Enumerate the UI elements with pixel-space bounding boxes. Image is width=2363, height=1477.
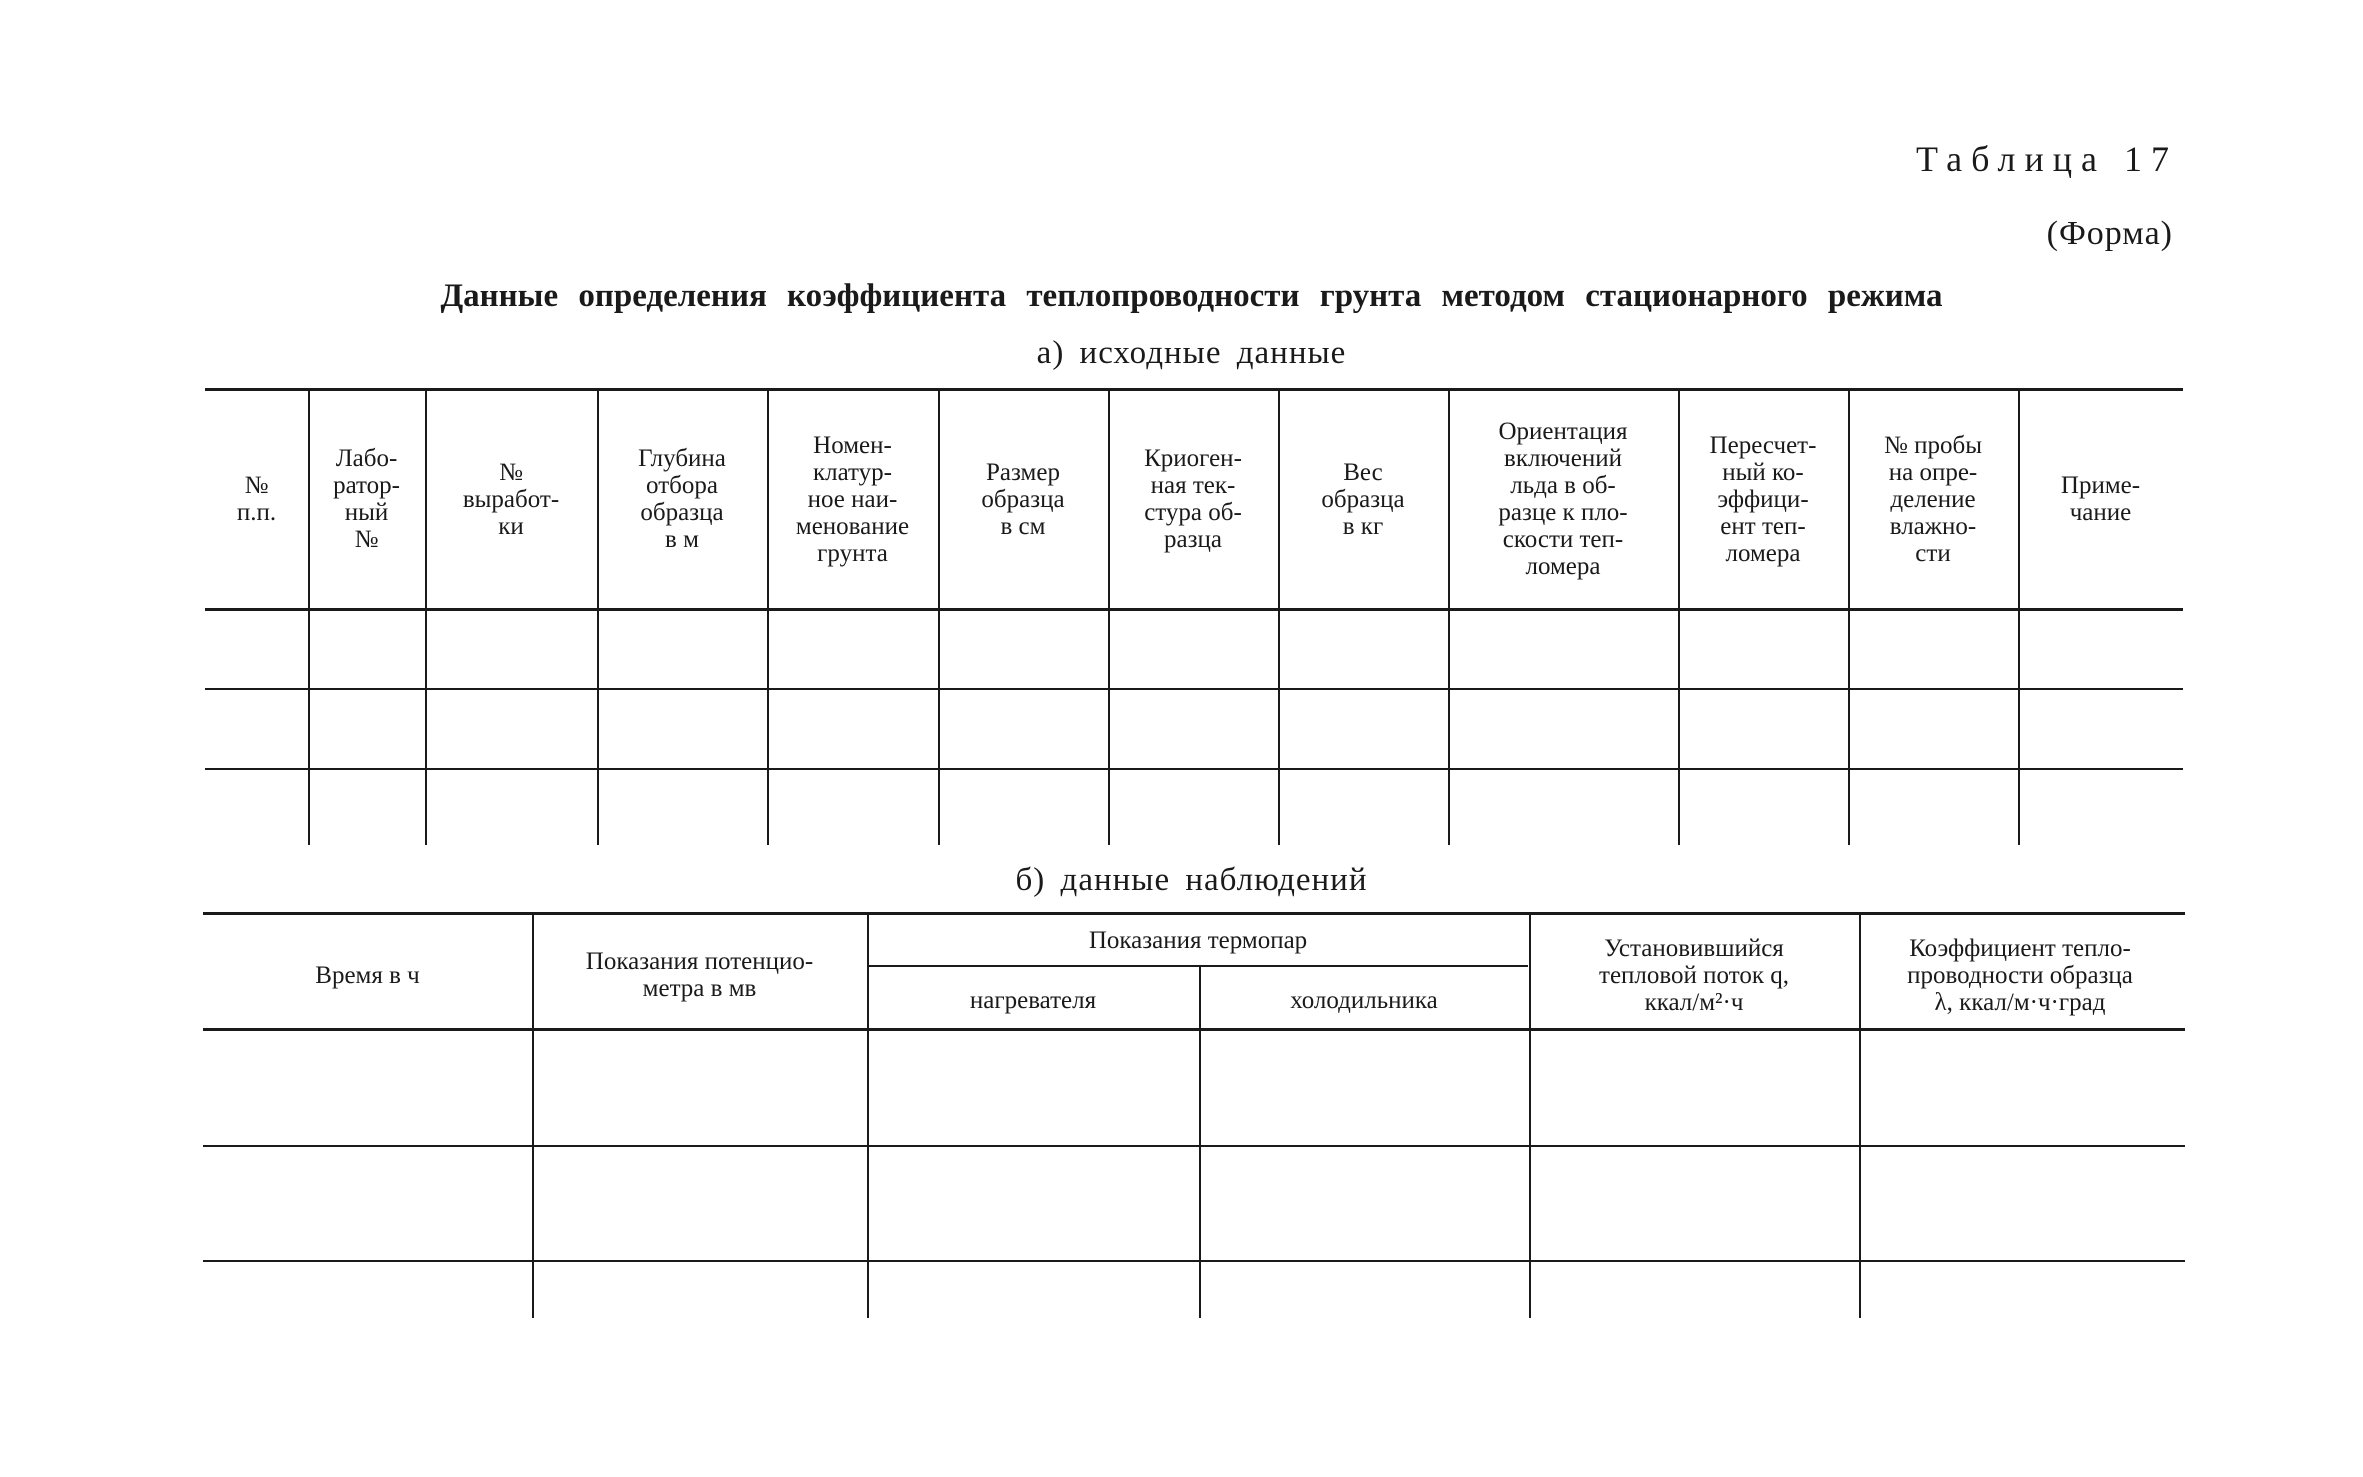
- table-b-row-rule: [203, 1145, 2185, 1147]
- table-a-header-rule: [205, 608, 2183, 611]
- table-b-column-divider: [1859, 912, 1861, 1318]
- table-a-row-rule: [205, 768, 2183, 770]
- column-header-time: Время в ч: [315, 961, 420, 989]
- table-a-column-header: Криоген- ная тек- стура об- разца: [1144, 445, 1242, 553]
- table-b-column-divider: [1529, 912, 1531, 1318]
- table-b-header-rule: [203, 1028, 2185, 1031]
- table-b-top-rule: [203, 912, 2185, 915]
- table-b-column-divider: [1199, 965, 1201, 1318]
- table-b-group-rule: [868, 965, 1528, 967]
- table-a-top-rule: [205, 388, 2183, 391]
- column-header-heat-flow: Установившийся тепловой поток q, ккал/м²·ч: [1599, 934, 1789, 1016]
- section-b-title: б) данные наблюдений: [1015, 862, 1368, 898]
- table-a-column-header: Номен- клатур- ное наи- менование грунта: [795, 431, 910, 567]
- document-title: Данные определения коэффициента теплопроводности грунта методом стационарного режима: [440, 278, 1943, 314]
- table-a-column-header: № выработ- ки: [462, 458, 560, 540]
- table-number: Таблица 17: [1916, 139, 2178, 179]
- table-a-column-header: Вес образца в кг: [1321, 458, 1405, 540]
- table-a-column-header: № пробы на опре- деление влажно- сти: [1884, 431, 1982, 567]
- table-b-row-rule: [203, 1260, 2185, 1262]
- table-b-column-divider: [532, 912, 534, 1318]
- table-a-row-rule: [205, 688, 2183, 690]
- column-header-cooler: холодильника: [1290, 986, 1438, 1014]
- column-header-conductivity: Коэффициент тепло- проводности образца λ, ккал/м·ч·град: [1907, 934, 2133, 1016]
- table-a-column-header: № п.п.: [236, 472, 277, 526]
- table-b-column-divider: [867, 912, 869, 1318]
- section-a-title: а) исходные данные: [1036, 335, 1347, 371]
- form-label: (Форма): [2046, 215, 2173, 252]
- table-a-column-header: Глубина отбора образца в м: [638, 445, 726, 553]
- column-header-potentiometer: Показания потенцио- метра в мв: [585, 948, 814, 1002]
- column-header-thermocouple-group: Показания термопар: [1088, 926, 1308, 954]
- table-a-column-header: Ориентация включений льда в об- разце к пло- скости теп- ломера: [1498, 418, 1628, 580]
- table-a-column-header: Лабо- ратор- ный №: [333, 445, 400, 553]
- table-a-column-header: Пересчет- ный ко- эффици- ент теп- ломера: [1709, 431, 1817, 567]
- table-a-column-header: Размер образца в см: [981, 458, 1065, 540]
- table-a-column-header: Приме- чание: [2060, 472, 2141, 526]
- column-header-heater: нагревателя: [969, 986, 1097, 1014]
